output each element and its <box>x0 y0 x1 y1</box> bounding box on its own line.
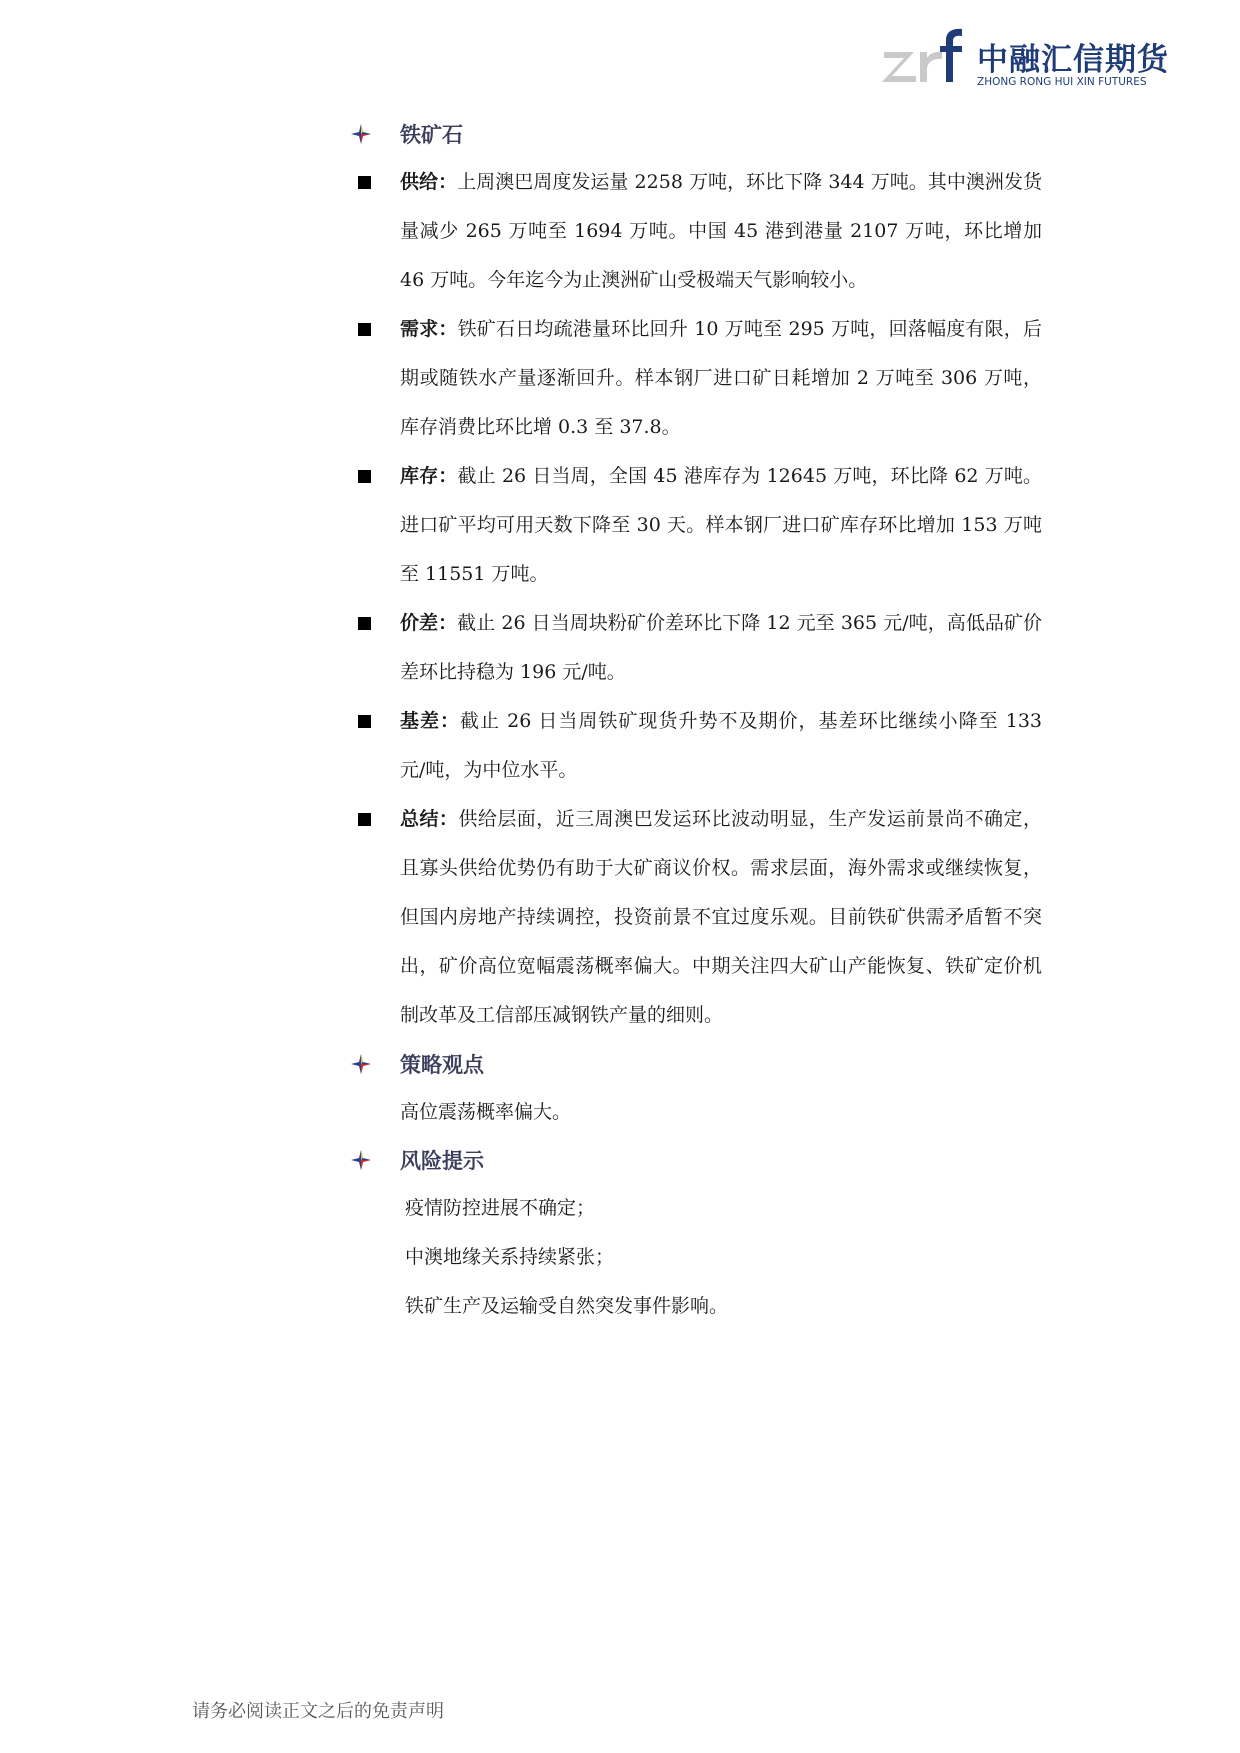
bullet-text: 铁矿石日均疏港量环比回升 10 万吨至 295 万吨，回落幅度有限，后期或随铁水产量逐渐回升。样本钢厂进口矿日耗增加 2 万吨至 306 万吨，库存消费比环比增 0.3 至 37.8。 <box>400 318 1042 438</box>
zrf-logo-mark-icon <box>880 28 975 94</box>
section-title: 策略观点 <box>400 1053 484 1077</box>
section-title: 铁矿石 <box>400 123 463 147</box>
section-strategy-heading <box>352 1040 1042 1088</box>
square-bullet-icon <box>358 715 371 728</box>
section-risk-heading <box>352 1136 1042 1184</box>
bullet-text: 截止 26 日当周铁矿现货升势不及期价，基差环比继续小降至 133 元/吨，为中位水平。 <box>400 710 1042 781</box>
square-bullet-icon <box>358 617 371 630</box>
bullet-basis <box>352 697 1042 795</box>
compass-star-icon <box>350 123 372 145</box>
bullet-demand <box>352 305 1042 452</box>
report-body <box>352 110 1042 1331</box>
strategy-text: 高位震荡概率偏大。 <box>400 1101 572 1123</box>
bullet-supply <box>352 158 1042 305</box>
bullet-label: 价差： <box>400 612 458 634</box>
company-name-en: ZHONG RONG HUI XIN FUTURES <box>977 76 1147 88</box>
square-bullet-icon <box>358 323 371 336</box>
bullet-text: 供给层面，近三周澳巴发运环比波动明显，生产发运前景尚不确定，且寡头供给优势仍有助于大矿商议价权。需求层面，海外需求或继续恢复，但国内房地产持续调控，投资前景不宜过度乐观。目前铁矿供需矛盾暂不突出，矿价高位宽幅震荡概率偏大。中期关注四大矿山产能恢复、铁矿定价机制改革及工信部压减钢铁产量的细则。 <box>400 808 1042 1026</box>
compass-star-icon <box>350 1053 372 1075</box>
section-title: 风险提示 <box>400 1149 484 1173</box>
square-bullet-icon <box>358 813 371 826</box>
square-bullet-icon <box>358 176 371 189</box>
bullet-text: 上周澳巴周度发运量 2258 万吨，环比下降 344 万吨。其中澳洲发货量减少 265 万吨至 1694 万吨。中国 45 港到港量 2107 万吨，环比增加 46 万吨。今年迄今为止澳洲矿山受极端天气影响较小。 <box>400 171 1042 291</box>
bullet-label: 需求： <box>400 318 458 340</box>
section-iron-ore-heading <box>352 110 1042 158</box>
risk-item: 疫情防控进展不确定； <box>405 1197 596 1219</box>
bullet-label: 供给： <box>400 171 458 193</box>
company-logo <box>880 28 1170 94</box>
compass-star-icon <box>350 1149 372 1171</box>
square-bullet-icon <box>358 470 371 483</box>
company-name-cn: 中融汇信期货 <box>977 42 1169 78</box>
bullet-summary <box>352 795 1042 1040</box>
bullet-spread <box>352 599 1042 697</box>
risk-list <box>352 1184 1042 1331</box>
risk-item: 铁矿生产及运输受自然突发事件影响。 <box>405 1295 729 1317</box>
bullet-text: 截止 26 日当周块粉矿价差环比下降 12 元至 365 元/吨，高低品矿价差环比持稳为 196 元/吨。 <box>400 612 1042 683</box>
footer-disclaimer: 请务必阅读正文之后的免责声明 <box>192 1701 444 1722</box>
bullet-label: 总结： <box>400 808 459 830</box>
bullet-label: 库存： <box>400 465 458 487</box>
bullet-inventory <box>352 452 1042 599</box>
bullet-label: 基差： <box>400 710 461 732</box>
risk-item: 中澳地缘关系持续紧张； <box>405 1246 615 1268</box>
bullet-text: 截止 26 日当周，全国 45 港库存为 12645 万吨，环比降 62 万吨。进口矿平均可用天数下降至 30 天。样本钢厂进口矿库存环比增加 153 万吨至 11551 万吨。 <box>400 465 1042 585</box>
